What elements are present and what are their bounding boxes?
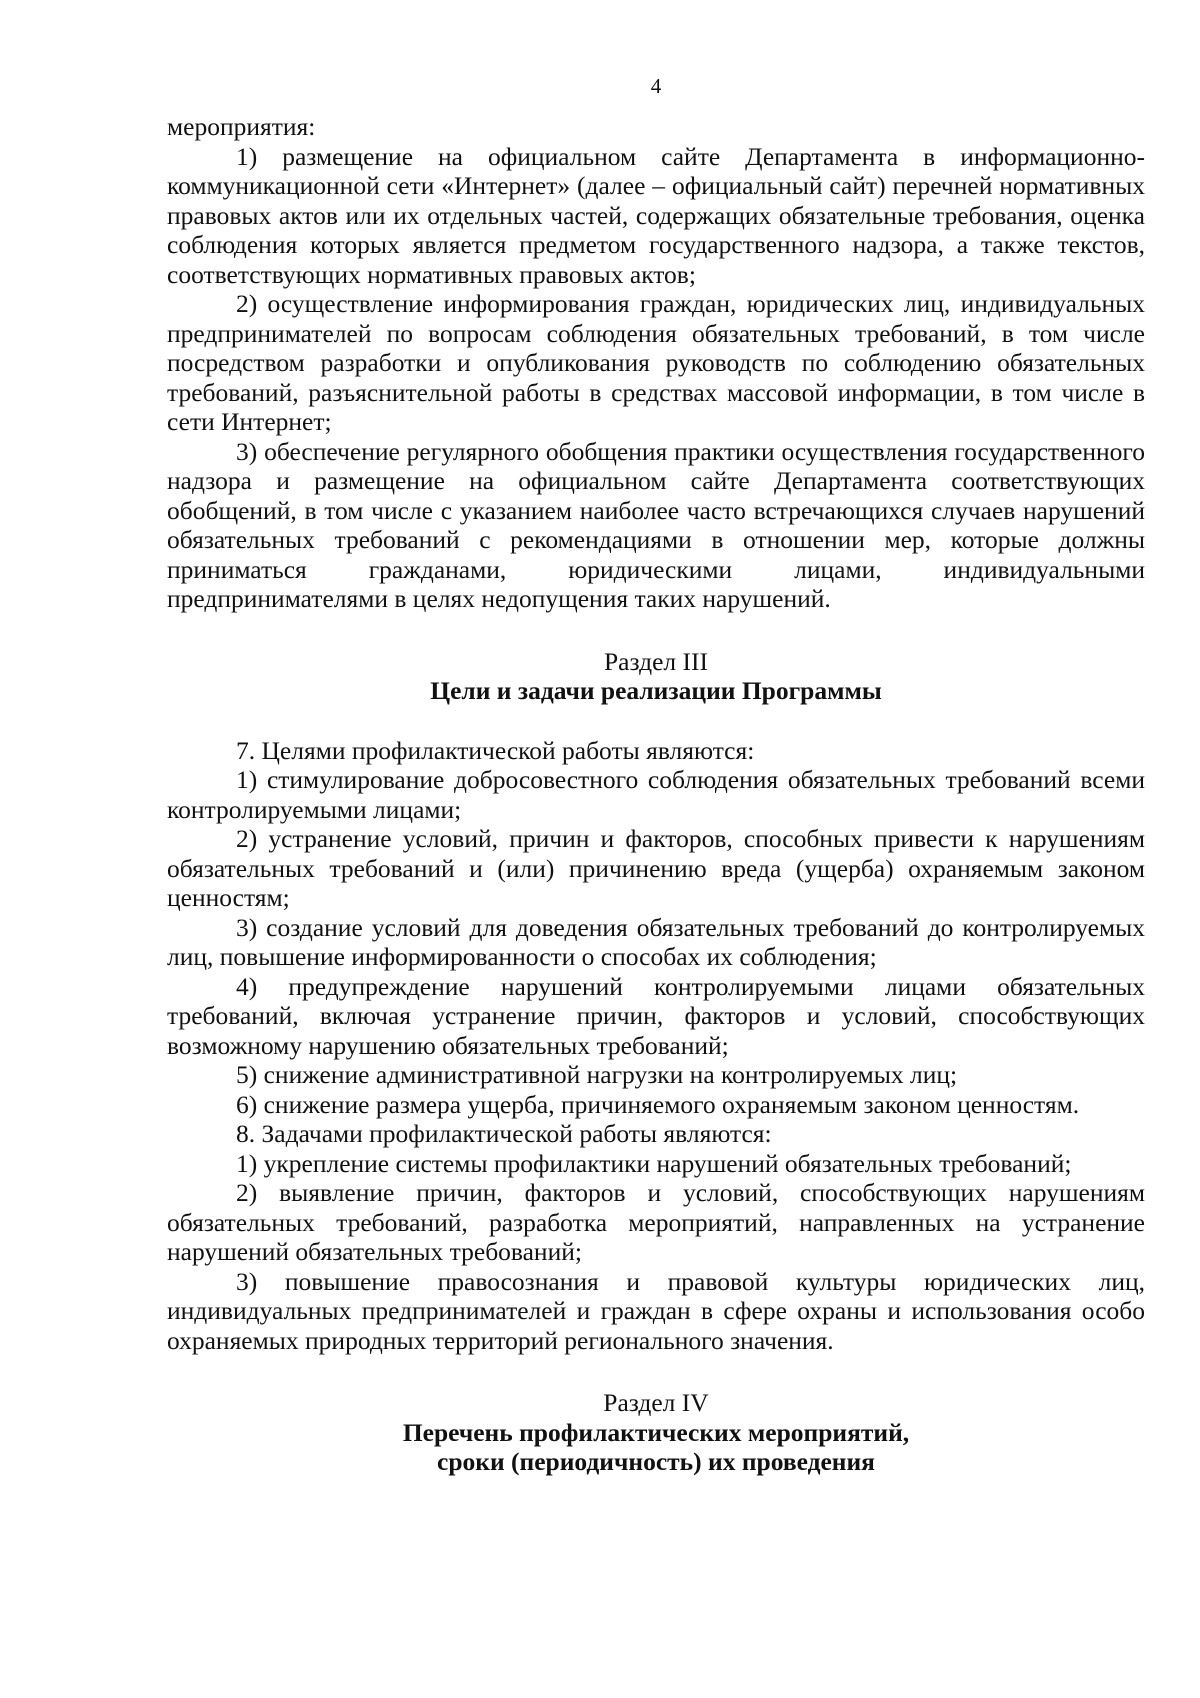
goal-item-4: 4) предупреждение нарушений контролируемыми лицами обязательных требований, включая устранение причин, факторов и условий, способствующих возможному нарушению обязательных требований;: [167, 971, 1145, 1060]
page-number: 4: [650, 74, 662, 98]
goal-item-5: 5) снижение административной нагрузки на контролируемых лиц;: [236, 1060, 958, 1089]
spacer: [167, 706, 1145, 736]
task-item-1: 1) укрепление системы профилактики нарушений обязательных требований;: [236, 1148, 1072, 1178]
task-item-2: 2) выявление причин, факторов и условий, способствующих нарушениям обязательных требований, разработка мероприятий, направленных на устранение нарушений обязательных требований;: [167, 1178, 1145, 1266]
section-4-label: Раздел IV: [603, 1388, 709, 1417]
paragraph-item-3: 3) обеспечение регулярного обобщения практики осуществления государственного надзора и размещение на официальном сайте Департамента соответствующих обобщений, в том числе с указанием наиболее часто встречающихся случаев нарушений обязательных требований с рекомендациями в отношении мер, которые должны приниматься гражданами, юридическими лицами, индивидуальными предпринимателями в целях недопущения таких нарушений.: [167, 436, 1145, 613]
section-3-title: Цели и задачи реализации Программы: [430, 676, 882, 705]
goal-item-3: 3) создание условий для доведения обязательных требований до контролируемых лиц, повышение информированности о способах их соблюдения;: [167, 912, 1145, 971]
paragraph-item-2: 2) осуществление информирования граждан, юридических лиц, индивидуальных предпринимателей по вопросам соблюдения обязательных требований, в том числе посредством разработки и опубликования руководств по соблюдению обязательных требований, разъяснительной работы в средствах массовой информации, в том числе в сети Интернет;: [167, 289, 1145, 436]
document-page: [167, 0, 1145, 1698]
tasks-heading: 8. Задачами профилактической работы являются:: [236, 1119, 772, 1148]
goal-item-6: 6) снижение размера ущерба, причиняемого охраняемым законом ценностям.: [236, 1089, 1080, 1119]
document-body: [167, 112, 1145, 1477]
goal-item-2: 2) устранение условий, причин и факторов, способных привести к нарушениям обязательных требований и (или) причинению вреда (ущерба) охраняемым законом ценностям;: [167, 824, 1145, 912]
paragraph-intro: мероприятия:: [167, 112, 316, 141]
section-4-title-line-1: Перечень профилактических мероприятий,: [402, 1417, 910, 1447]
section-4-title-line-2: сроки (периодичность) их проведения: [437, 1447, 875, 1476]
goal-item-1: 1) стимулирование добросовестного соблюдения обязательных требований всеми контролируемыми лицами;: [167, 765, 1145, 824]
section-3-label: Раздел III: [604, 646, 708, 676]
goals-heading: 7. Целями профилактической работы являются:: [236, 735, 755, 765]
task-item-3: 3) повышение правосознания и правовой культуры юридических лиц, индивидуальных предпринимателей и граждан в сфере охраны и использования особо охраняемых природных территорий регионального значения.: [167, 1266, 1145, 1355]
paragraph-item-1: 1) размещение на официальном сайте Департамента в информационно-коммуникационной сети «Интернет» (далее – официальный сайт) перечней нормативных правовых актов или их отдельных частей, содержащих обязательные требования, оценка соблюдения которых является предметом государственного надзора, а также текстов, соответствующих нормативных правовых актов;: [167, 141, 1145, 289]
